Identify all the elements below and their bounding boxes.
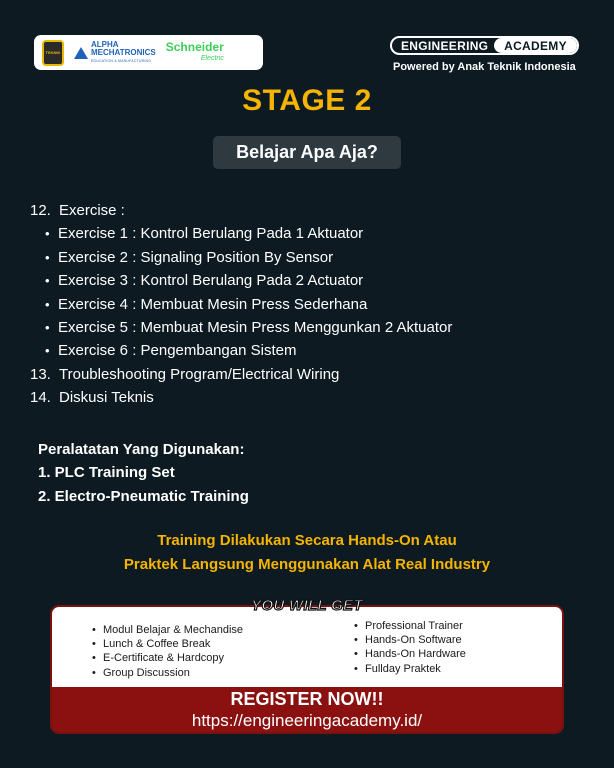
register-url-link[interactable]: https://engineeringacademy.id/	[191, 711, 423, 730]
bullet-icon: •	[45, 296, 50, 312]
course-outline	[30, 199, 590, 410]
benefit-text: Professional Trainer	[365, 620, 463, 632]
bullet-icon: •	[92, 624, 96, 636]
benefit-item	[92, 637, 354, 651]
benefit-item	[354, 619, 466, 633]
subtitle-text: Belajar Apa Aja?	[236, 142, 378, 162]
bullet-icon: •	[354, 634, 358, 647]
bullet-icon: •	[92, 638, 96, 651]
benefit-item	[354, 647, 466, 661]
exercise-text: Exercise 3 : Kontrol Berulang Pada 2 Actuator	[58, 272, 364, 290]
alpha-logo-name2: MECHATRONICS	[91, 47, 156, 57]
tools-section	[38, 438, 249, 508]
outline-label: Diskusi Teknis	[59, 389, 154, 407]
alpha-mark-icon	[74, 47, 88, 59]
exercise-text: Exercise 6 : Pengembangan Sistem	[58, 342, 297, 360]
schneider-electric-logo	[165, 39, 224, 64]
benefits-card	[50, 605, 564, 734]
bullet-icon: •	[45, 249, 50, 265]
benefit-text: Group Discussion	[103, 666, 190, 679]
benefit-text: Modul Belajar & Mechandise	[103, 624, 244, 636]
benefits-right-column	[354, 619, 466, 687]
bullet-icon: •	[45, 320, 50, 336]
exercise-item	[30, 316, 590, 339]
benefit-text: E-Certificate & Hardcopy	[103, 652, 225, 665]
brand-left: ENGINEERING	[401, 38, 489, 53]
you-will-get-title: YOU WILL GET	[251, 597, 363, 614]
alpha-logo-name: ALPHA	[91, 39, 119, 49]
exercise-text: Exercise 1 : Kontrol Berulang Pada 1 Aktuator	[58, 225, 364, 243]
benefit-item	[354, 633, 466, 647]
engineering-academy-logo	[390, 36, 579, 55]
register-label: REGISTER NOW!!	[230, 689, 384, 709]
exercise-text: Exercise 5 : Membuat Mesin Press Menggunkan 2 Aktuator	[58, 319, 453, 337]
bullet-icon: •	[45, 273, 50, 289]
register-banner[interactable]	[52, 687, 562, 734]
stage-title: STAGE 2	[242, 84, 372, 117]
notice-line1: Training Dilakukan Secara Hands-On Atau	[157, 532, 457, 549]
exercise-item	[30, 293, 590, 316]
exercise-text: Exercise 2 : Signaling Position By Sensor	[58, 248, 334, 266]
outline-label: Troubleshooting Program/Electrical Wiring	[59, 365, 340, 383]
subtitle-box	[213, 136, 401, 169]
tool-item: 1. PLC Training Set	[38, 464, 175, 482]
bullet-icon: •	[92, 652, 96, 665]
powered-by-text: Powered by Anak Teknik Indonesia	[393, 61, 576, 73]
alpha-mechatronics-logo	[74, 41, 156, 65]
outline-num: 12.	[30, 202, 51, 219]
benefit-item	[92, 651, 354, 665]
exercise-text: Exercise 4 : Membuat Mesin Press Sederhana	[58, 295, 368, 313]
schneider-logo-name: Schneider	[165, 39, 224, 54]
outline-label: Exercise :	[59, 202, 125, 219]
hands-on-notice	[0, 529, 614, 577]
benefit-item	[92, 623, 354, 637]
exercise-item	[30, 269, 590, 292]
benefit-item	[92, 666, 354, 680]
exercise-item	[30, 246, 590, 269]
bullet-icon: •	[92, 666, 96, 679]
outline-item-14	[30, 386, 590, 409]
benefits-list	[52, 607, 562, 687]
benefit-text: Hands-On Software	[365, 634, 462, 647]
benefit-item	[354, 662, 466, 676]
exercise-item	[30, 222, 590, 245]
outline-item-12	[30, 199, 590, 222]
exercise-item	[30, 339, 590, 362]
partner-logos	[34, 35, 263, 70]
outline-num: 14.	[30, 389, 51, 407]
anak-teknik-logo	[42, 40, 64, 66]
alpha-logo-tagline: EDUCATION & MANUFACTURING	[91, 58, 152, 63]
bullet-icon: •	[354, 620, 358, 632]
tools-heading: Peralatatan Yang Digunakan:	[38, 441, 245, 458]
bullet-icon: •	[45, 226, 50, 242]
anak-teknik-logo-text: TEKNIK	[45, 50, 61, 55]
outline-num: 13.	[30, 365, 51, 383]
tool-item: 2. Electro-Pneumatic Training	[38, 487, 249, 505]
benefit-text: Lunch & Coffee Break	[103, 638, 211, 651]
notice-line2: Praktek Langsung Menggunakan Alat Real Industry	[123, 556, 491, 573]
benefits-left-column	[92, 619, 354, 687]
benefit-text: Fullday Praktek	[365, 662, 441, 675]
bullet-icon: •	[354, 662, 358, 675]
bullet-icon: •	[354, 648, 358, 661]
bullet-icon: •	[45, 343, 50, 359]
outline-item-13	[30, 363, 590, 386]
brand-right: ACADEMY	[494, 38, 577, 53]
benefit-text: Hands-On Hardware	[365, 648, 466, 661]
schneider-logo-sub: Electric	[200, 54, 224, 62]
